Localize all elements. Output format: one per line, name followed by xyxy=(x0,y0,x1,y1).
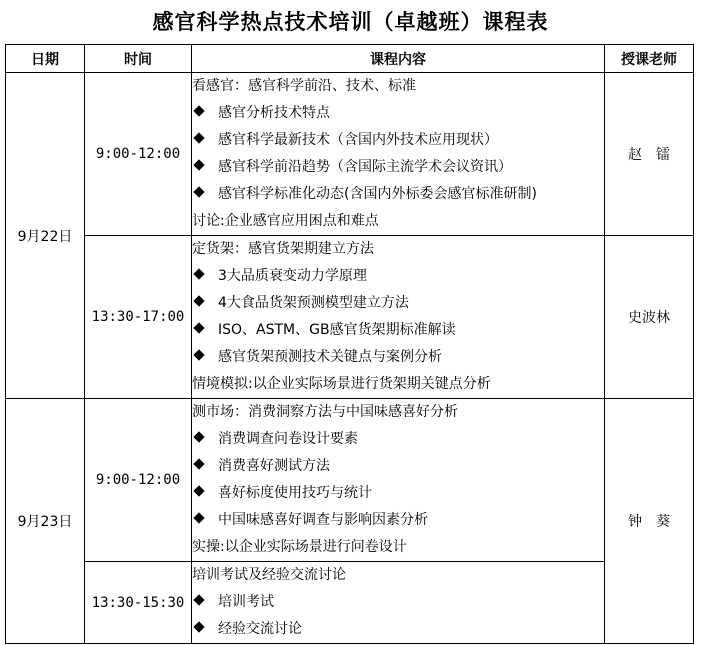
session-heading: 测市场：消费洞察方法与中国味感喜好分析 xyxy=(192,404,458,420)
time-cell: 13:30-17:00 xyxy=(85,236,192,399)
page-title: 感官科学热点技术培训（卓越班）课程表 xyxy=(152,9,549,34)
diamond-bullet-icon xyxy=(193,268,204,279)
diamond-bullet-icon xyxy=(193,186,204,197)
table-row xyxy=(6,236,694,399)
header-date: 日期 xyxy=(6,45,85,73)
content-cell xyxy=(192,236,605,399)
header-time: 时间 xyxy=(85,45,192,73)
content-cell xyxy=(192,399,605,562)
content-cell xyxy=(192,562,605,644)
session-heading: 定货架：感官货架期建立方法 xyxy=(192,241,374,257)
list-item: 感官科学前沿趋势（含国际主流学术会议资讯） xyxy=(192,154,604,181)
list-item: 消费喜好测试方法 xyxy=(192,453,604,480)
diamond-bullet-icon xyxy=(193,349,204,360)
content-cell xyxy=(192,73,605,236)
list-item: 经验交流讨论 xyxy=(192,616,604,643)
table-row xyxy=(6,73,694,236)
session-heading: 看感官：感官科学前沿、技术、标准 xyxy=(192,78,416,94)
list-item: 4大食品货架预测模型建立方法 xyxy=(192,290,604,317)
list-item: 感官科学标准化动态(含国内外标委会感官标准研制) xyxy=(192,181,604,208)
teacher-cell: 赵 镭 xyxy=(605,73,694,236)
list-item: 3大品质衰变动力学原理 xyxy=(192,263,604,290)
diamond-bullet-icon xyxy=(193,132,204,143)
list-item: 喜好标度使用技巧与统计 xyxy=(192,480,604,507)
list-item: ISO、ASTM、GB感官货架期标准解读 xyxy=(192,317,604,344)
diamond-bullet-icon xyxy=(193,322,204,333)
table-row xyxy=(6,562,694,644)
diamond-bullet-icon xyxy=(193,458,204,469)
list-item: 中国味感喜好调查与影响因素分析 xyxy=(192,507,604,534)
teacher-cell: 钟 葵 xyxy=(605,399,694,644)
list-item: 培训考试 xyxy=(192,589,604,616)
time-cell: 13:30-15:30 xyxy=(85,562,192,644)
header-content: 课程内容 xyxy=(192,45,605,73)
session-footer: 讨论:企业感官应用困点和难点 xyxy=(192,213,379,229)
session-heading: 培训考试及经验交流讨论 xyxy=(192,567,346,583)
table-header-row xyxy=(6,45,694,73)
session-footer: 实操:以企业实际场景进行问卷设计 xyxy=(192,539,407,555)
date-cell: 9月23日 xyxy=(6,399,85,644)
schedule-table xyxy=(5,44,694,644)
list-item: 感官分析技术特点 xyxy=(192,100,604,127)
time-cell: 9:00-12:00 xyxy=(85,73,192,236)
diamond-bullet-icon xyxy=(193,159,204,170)
diamond-bullet-icon xyxy=(193,621,204,632)
diamond-bullet-icon xyxy=(193,105,204,116)
table-row xyxy=(6,399,694,562)
session-footer: 情境模拟:以企业实际场景进行货架期关键点分析 xyxy=(192,376,491,392)
header-teacher: 授课老师 xyxy=(605,45,694,73)
list-item: 消费调查问卷设计要素 xyxy=(192,426,604,453)
date-cell: 9月22日 xyxy=(6,73,85,399)
list-item: 感官科学最新技术（含国内外技术应用现状） xyxy=(192,127,604,154)
diamond-bullet-icon xyxy=(193,512,204,523)
diamond-bullet-icon xyxy=(193,485,204,496)
diamond-bullet-icon xyxy=(193,594,204,605)
time-cell: 9:00-12:00 xyxy=(85,399,192,562)
list-item: 感官货架预测技术关键点与案例分析 xyxy=(192,344,604,371)
diamond-bullet-icon xyxy=(193,431,204,442)
diamond-bullet-icon xyxy=(193,295,204,306)
teacher-cell: 史波林 xyxy=(605,236,694,399)
